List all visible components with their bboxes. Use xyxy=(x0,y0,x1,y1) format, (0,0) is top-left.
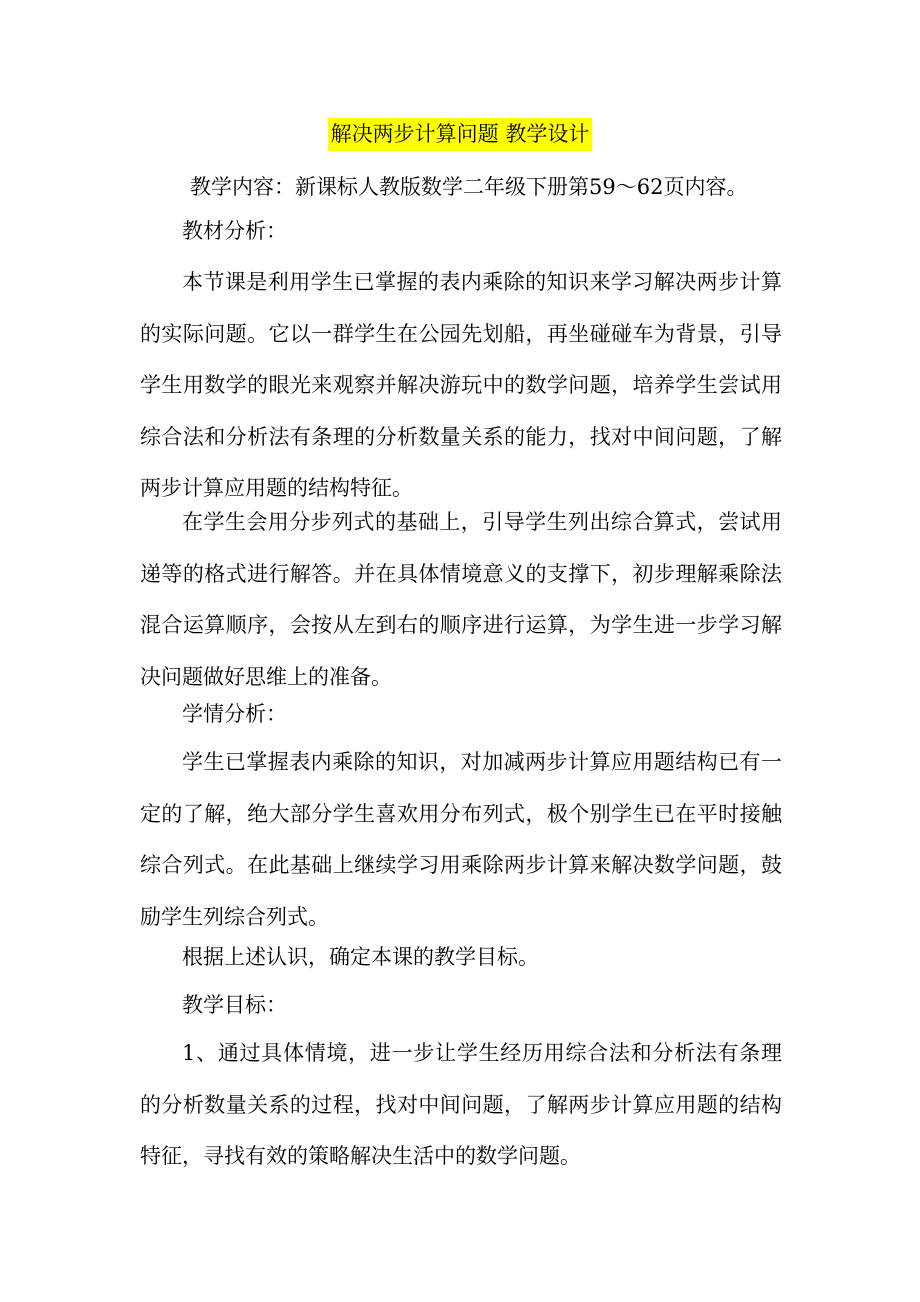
heading-textbook-analysis: 教材分析： xyxy=(182,219,287,243)
paragraph-textbook-analysis-1: 本节课是利用学生已掌握的表内乘除的知识来学习解决两步计算的实际问题。它以一群学生在公园先划船，再坐碰碰车为背景，引导学生用数学的眼光来观察并解决游玩中的数学问题，培养学生尝试用综合法和分析法有条理的分析数量关系的能力，找对中间问题，了解两步计算应用题的结构特征。 xyxy=(140,270,782,500)
heading-teaching-goals: 教学目标： xyxy=(182,993,287,1017)
title-container xyxy=(0,118,920,151)
paragraph-goal-1: 1、通过具体情境，进一步让学生经历用综合法和分析法有条理的分析数量关系的过程，找对中间问题，了解两步计算应用题的结构特征，寻找有效的策略解决生活中的数学问题。 xyxy=(140,1041,782,1168)
paragraph-goal-intro: 根据上述认识，确定本课的教学目标。 xyxy=(182,945,539,969)
paragraph-learning-analysis: 学生已掌握表内乘除的知识，对加减两步计算应用题结构已有一定的了解，绝大部分学生喜欢用分布列式，极个别学生已在平时接触综合列式。在此基础上继续学习用乘除两步计算来解决数学问题，鼓励学生列综合列式。 xyxy=(140,750,782,929)
document-title: 解决两步计算问题 教学设计 xyxy=(328,118,593,151)
paragraph-teaching-content: 教学内容：新课标人教版数学二年级下册第59～62页内容。 xyxy=(190,175,748,199)
heading-learning-analysis: 学情分析： xyxy=(182,702,287,726)
paragraph-textbook-analysis-2: 在学生会用分步列式的基础上，引导学生列出综合算式，尝试用递等的格式进行解答。并在具体情境意义的支撑下，初步理解乘除法混合运算顺序，会按从左到右的顺序进行运算，为学生进一步学习解决问题做好思维上的准备。 xyxy=(140,510,782,689)
